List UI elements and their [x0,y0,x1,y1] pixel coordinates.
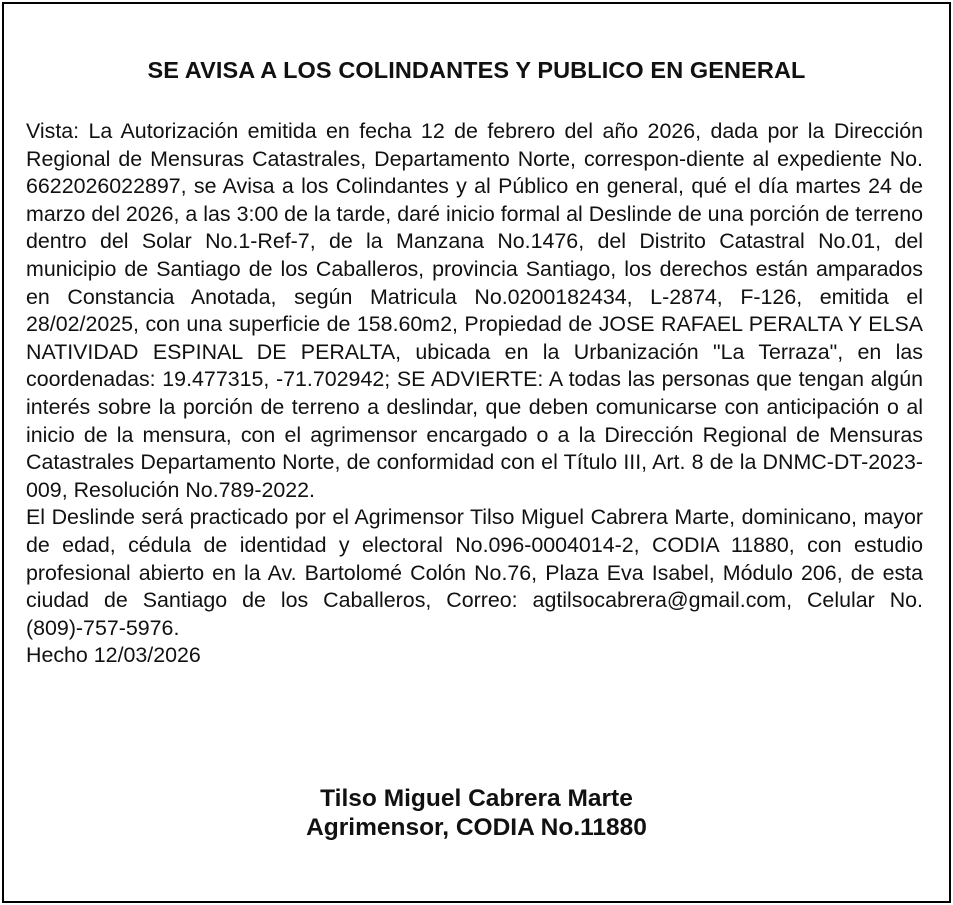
notice-body [26,118,923,670]
notice-title: SE AVISA A LOS COLINDANTES Y PUBLICO EN GENERAL [147,57,806,83]
signature-title: Agrimensor, CODIA No.11880 [306,814,647,841]
notice-paragraph-surveyor: El Deslinde será practicado por el Agrimensor Tilso Miguel Cabrera Marte, dominicano, mayor de edad, cédula de identidad y electoral No.096-0004014-2, CODIA 11880, con estudio profesional abierto en la Av. Bartolomé Colón No.76, Plaza Eva Isabel, Módulo 206, de esta ciudad de Santiago de los Caballeros, Correo: agtilsocabrera@gmail.com, Celular No. (809)-757-5976. [26,505,923,640]
legal-notice [2,2,951,903]
notice-date: Hecho 12/03/2026 [26,643,201,668]
notice-paragraph-authorization: Vista: La Autorización emitida en fecha 12 de febrero del año 2026, dada por la Dirección Regional de Mensuras Catastrales, Departamento Norte, correspon-diente al expediente No. 6622026022897, se Avisa a los Colindantes y al Público en general, qué el día martes 24 de marzo del 2026, a las 3:00 de la tarde, daré inicio formal al Deslinde de una porción de terreno dentro del Solar No.1-Ref-7, de la Manzana No.1476, del Distrito Catastral No.01, del municipio de Santiago de los Caballeros, provincia Santiago, los derechos están amparados en Constancia Anotada, según Matricula No.0200182434, L-2874, F-126, emitida el 28/02/2025, con una superficie de 158.60m2, Propiedad de JOSE RAFAEL PERALTA Y ELSA NATIVIDAD ESPINAL DE PERALTA, ubicada en la Urbanización "La Terraza", en las coordenadas: 19.477315, -71.702942; SE ADVIERTE: A todas las personas que tengan algún interés sobre la porción de terreno a deslindar, que deben comunicarse con anticipación o al inicio de la mensura, con el agrimensor encargado o a la Dirección Regional de Mensuras Catastrales Departamento Norte, de conformidad con el Título III, Art. 8 de la DNMC-DT-2023-009, Resolución No.789-2022. [26,119,923,502]
signature-block [4,784,949,842]
signature-name: Tilso Miguel Cabrera Marte [320,785,633,812]
